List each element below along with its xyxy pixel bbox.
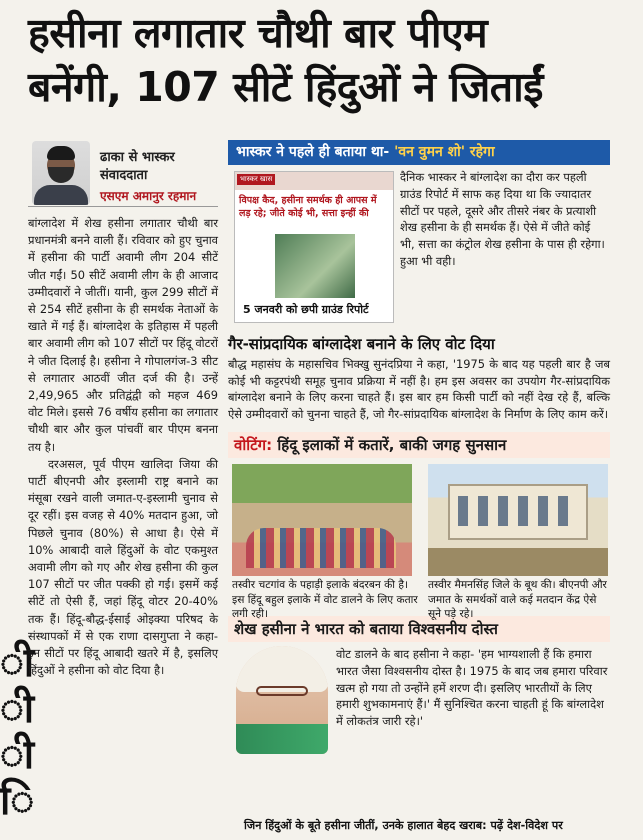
headline-line-1: हसीना लगातार चौथी बार पीएम (28, 9, 488, 57)
clipping-tag: भास्कर खास (237, 174, 275, 185)
hasina-photo (236, 646, 328, 754)
photo-caption: तस्वीर मैमनसिंह जिले के बूथ की। बीएनपी और जमात के समर्थकों वाले कई मतदान केंद्र ऐसे सूने पड़े रहे। (428, 579, 607, 621)
byline-role: संवाददाता (100, 168, 148, 183)
clipping-headline: विपक्ष कैद, हसीना समर्थक ही आपस में लड़ रहे; जीते कोई भी, सत्ता इन्हीं की (239, 195, 377, 219)
secular-body: बौद्ध महासंघ के महासचिव भिक्खु सुनंदप्रिया ने कहा, '1975 के बाद यह पहली बार है जब कोई भी कट्टरपंथी समूह चुनाव प्रक्रिया में नहीं है। हम इस अवसर का उपयोग गैर-सांप्रदायिक बांग्लादेश बनाने के लिए करना चाहते हैं। इस बार हम किसी पार्टी को नहीं देख रहे हैं, बल्कि ऐसे उम्मीदवारों को चुनना चाहते हैं, जो गैर-सांप्रदायिक बांग्लादेश के निर्माण के लिए काम करें। (228, 357, 610, 421)
edge-mark: ी (0, 640, 35, 686)
empty-booth-photo (428, 464, 608, 576)
story-paragraph: बांग्लादेश में शेख हसीना लगातार चौथी बार प्रधानमंत्री बनने वाली हैं। रविवार को हुए चुनाव में हसीना की पार्टी अवामी लीग 204 सीटें जीत गईं। 50 सीटें अवामी लीग के ही आजाद उम्मीदवारों ने जीतीं। यानी, कुल 299 सीटों में से 254 सीटें हसीना के ही समर्थक नेताओं के खाते में गई हैं। बांग्लादेश के इतिहास में पहली बार अवामी लीग को 107 सीटों पर हिंदू वोटरों ने जीत दिलाई है। हसीना ने गोपालगंज-3 सीट से लगातार आठवीं जीत दर्ज की है। उन्हें 2,49,965 और प्रतिद्वंद्वी को महज 469 वोट मिले। इससे 76 वर्षीय हसीना का लगातार चौथी बार और कुल पांचवीं बार पीएम बनना तय है। (28, 216, 218, 454)
footer-teaser: जिन हिंदुओं के बूते हसीना जीतीं, उनके हालात बेहद खराब: पढ़ें देश-विदेश पर (244, 819, 563, 832)
clipping-header (235, 172, 393, 190)
edge-mark: ी (0, 732, 35, 778)
friend-quote: वोट डालने के बाद हसीना ने कहा- 'हम भाग्यशाली हैं कि हमारा भारत जैसा विश्वसनीय दोस्त है। 1975 के बाद जब हमारा परिवार खत्म हो गया तो उन्होंने हमें शरण दी। इसलिए भारतीयों के लिए हमारी शुभकामनाएं हैं।' मैं सुनिश्चित करना चाहती हूं कि बांग्लादेश में लोकतंत्र जारी रहे।' (336, 647, 608, 728)
voting-title (228, 432, 610, 458)
voting-label: वोटिंग: (234, 436, 273, 455)
edge-mark: ि (0, 778, 35, 824)
byline-place: ढाका से भास्कर (100, 150, 175, 165)
bhaskar-box-title-quote: 'वन वुमन शो' रहेगा (394, 144, 495, 160)
byline-author: एसएम अमानुर रहमान (100, 189, 197, 203)
byline (28, 135, 218, 207)
main-story-body (28, 215, 218, 679)
reporter-photo (32, 141, 90, 205)
clipping-caption: 5 जनवरी को छपी ग्राउंड रिपोर्ट (243, 303, 369, 316)
friend-title: शेख हसीना ने भारत को बताया विश्वसनीय दोस्त (228, 616, 610, 642)
newspaper-clipping (234, 171, 394, 323)
voting-title-text: हिंदू इलाकों में कतारें, बाकी जगह सुनसान (272, 436, 507, 455)
bhaskar-box-text: दैनिक भास्कर ने बांग्लादेश का दौरा कर पहली ग्राउंड रिपोर्ट में साफ कह दिया था कि ज्यादातर सीटों पर पहले, दूसरे और तीसरे नंबर के प्रत्याशी शेख हसीना के ही समर्थक हैं। ऐसे में जीते कोई भी, सत्ता का कंट्रोल शेख हसीना के पास ही रहेगा। हुआ भी वही। (400, 170, 605, 268)
voting-photos (228, 464, 610, 621)
queue-photo (232, 464, 412, 576)
headline-line-2: बनेंगी, 107 सीटें हिंदुओं ने जिताईं (28, 63, 543, 111)
bhaskar-box-title (228, 140, 610, 165)
story-paragraph: दरअसल, पूर्व पीएम खालिदा जिया की पार्टी बीएनपी और इस्लामी राष्ट्र बनाने का मंसूबा रखने वाली जमात-ए-इस्लामी चुनाव से दूर रहीं। इस वजह से 40% मतदान हुआ, जो पिछले चुनाव (80%) से आधा है। ऐसे में 10% आबादी वाले हिंदुओं के वोट एकमुश्त अवामी लीग को गए और शेख हसीना की कुल 107 सीटों पर जीत पक्की हो गई। इसमें कई सीटें तो ऐसी हैं, जहां हिंदू वोटर 20-40% तक हैं। हिंदू-बौद्ध-ईसाई ओइक्या परिषद के संस्थापकों में से एक राणा दासगुप्ता ने कहा- इन सीटों पर हिंदू आबादी खतरे में है, इसलिए हिंदुओं ने हसीना को वोट दिया है। (28, 456, 218, 678)
bhaskar-box-title-prefix: भास्कर ने पहले ही बताया था- (236, 144, 390, 160)
secular-heading: गैर-सांप्रदायिक बांग्लादेश बनाने के लिए वोट दिया (228, 335, 495, 353)
bhaskar-box (228, 165, 610, 330)
main-story-column (28, 135, 218, 679)
right-column (228, 140, 610, 758)
adjacent-column-edge (0, 640, 35, 824)
clipping-photo (275, 234, 355, 298)
headline (28, 6, 628, 114)
photo-caption: तस्वीर चटगांव के पहाड़ी इलाके बंदरबन की है। इस हिंदू बहुल इलाके में वोट डालने के लिए कतार लगी रही। (232, 579, 418, 621)
friend-section (228, 646, 610, 758)
edge-mark: ी (0, 686, 35, 732)
